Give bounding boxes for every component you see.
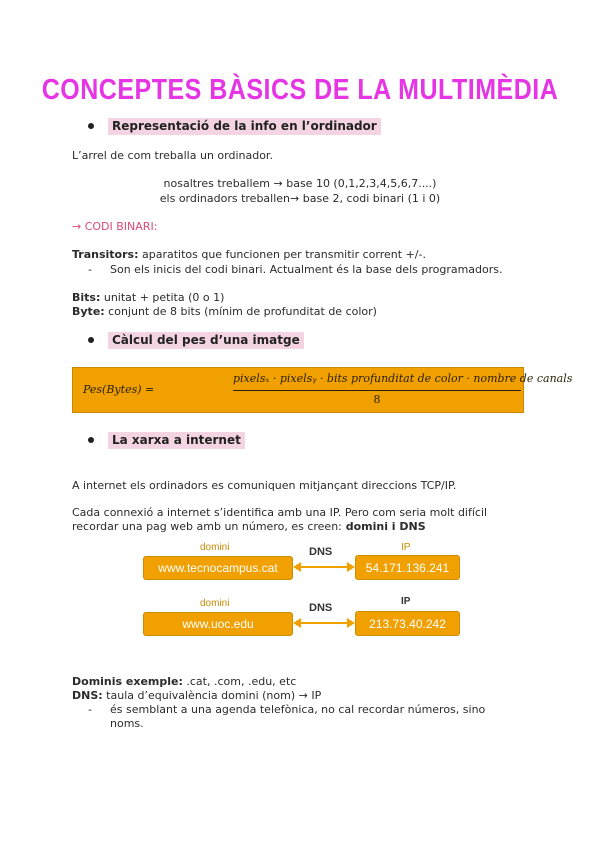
dominis-label: Dominis exemple: xyxy=(72,675,183,688)
dns-sub-1 xyxy=(88,702,485,717)
byte-label: Byte: xyxy=(72,305,105,318)
formula-numerator: pixelsₓ · pixelsᵧ · bits profunditat de color · nombre de canals xyxy=(233,372,573,385)
ip-text-1: Cada connexió a internet s’identifica amb una IP. Pero com seria molt difícil xyxy=(72,506,488,519)
dash-icon: - xyxy=(88,263,92,276)
dash-icon: - xyxy=(88,703,92,716)
dns-sub-2: noms. xyxy=(110,717,144,730)
bidirectional-arrow-icon xyxy=(293,560,355,574)
section-heading-representacio xyxy=(88,116,381,136)
formula-left: Pes(Bytes) = xyxy=(83,383,155,396)
ip-label-1: IP xyxy=(401,542,411,553)
page-title: CONCEPTES BÀSICS DE LA MULTIMÈDIA xyxy=(41,73,559,107)
transistors-text: aparatitos que funcionen per transmitir corrent +/-. xyxy=(138,248,426,261)
codi-binari-label: → CODI BINARI: xyxy=(72,220,158,233)
fraction-bar xyxy=(233,390,521,391)
dns-label-2: DNS xyxy=(309,602,333,614)
ip-box-2: 213.73.40.242 xyxy=(355,611,460,636)
heading-text: Representació de la info en l’ordinador xyxy=(108,118,381,135)
transistors-sub xyxy=(88,262,503,277)
domain-box-uoc: www.uoc.edu xyxy=(143,612,293,636)
bullet-icon xyxy=(88,123,94,129)
tcpip-text: A internet els ordinadors es comuniquen mitjançant direccions TCP/IP. xyxy=(72,479,457,492)
ip-text-2-bold: domini i DNS xyxy=(341,520,426,533)
base2-line: els ordinadors treballen→ base 2, codi binari (1 i 0) xyxy=(159,192,441,205)
bidirectional-arrow-icon xyxy=(293,616,355,630)
base10-line: nosaltres treballem → base 10 (0,1,2,3,4,5,6,7....) xyxy=(163,177,437,190)
domain-box-tecnocampus: www.tecnocampus.cat xyxy=(143,556,293,580)
ip-box-1: 54.171.136.241 xyxy=(355,555,460,580)
byte-line xyxy=(72,304,377,319)
domini-label-2: domini xyxy=(200,598,230,609)
intro-text: L’arrel de com treballa un ordinador. xyxy=(72,149,273,162)
bullet-icon xyxy=(88,337,94,343)
dominis-line xyxy=(72,674,296,689)
formula-denominator: 8 xyxy=(373,393,381,406)
dns-text: taula d’equivalència domini (nom) → IP xyxy=(102,689,322,702)
dns-label-1: DNS xyxy=(309,546,333,558)
transistors-label: Transitors: xyxy=(72,248,139,261)
section-heading-xarxa xyxy=(88,430,245,450)
section-heading-calcul xyxy=(88,330,304,350)
bits-line xyxy=(72,290,224,305)
heading-text: Càlcul del pes d’una imatge xyxy=(108,332,304,349)
transistors-sub-text: Son els inicis del codi binari. Actualment és la base dels programadors. xyxy=(110,263,503,276)
dns-sub-1-text: és semblant a una agenda telefònica, no cal recordar números, sino xyxy=(110,703,486,716)
dns-line xyxy=(72,688,321,703)
ip-text-2 xyxy=(72,519,426,534)
bullet-icon xyxy=(88,437,94,443)
ip-text-2-plain: recordar una pag web amb un número, es creen: xyxy=(72,520,342,533)
ip-label-2: IP xyxy=(401,596,411,607)
dominis-text: .cat, .com, .edu, etc xyxy=(182,675,297,688)
dns-label: DNS: xyxy=(72,689,103,702)
transistors-line xyxy=(72,247,426,262)
bits-label: Bits: xyxy=(72,291,101,304)
bits-text: unitat + petita (0 o 1) xyxy=(100,291,225,304)
byte-text: conjunt de 8 bits (mínim de profunditat de color) xyxy=(104,305,377,318)
formula-box xyxy=(72,367,573,413)
heading-text: La xarxa a internet xyxy=(108,432,245,449)
domini-label-1: domini xyxy=(200,542,230,553)
